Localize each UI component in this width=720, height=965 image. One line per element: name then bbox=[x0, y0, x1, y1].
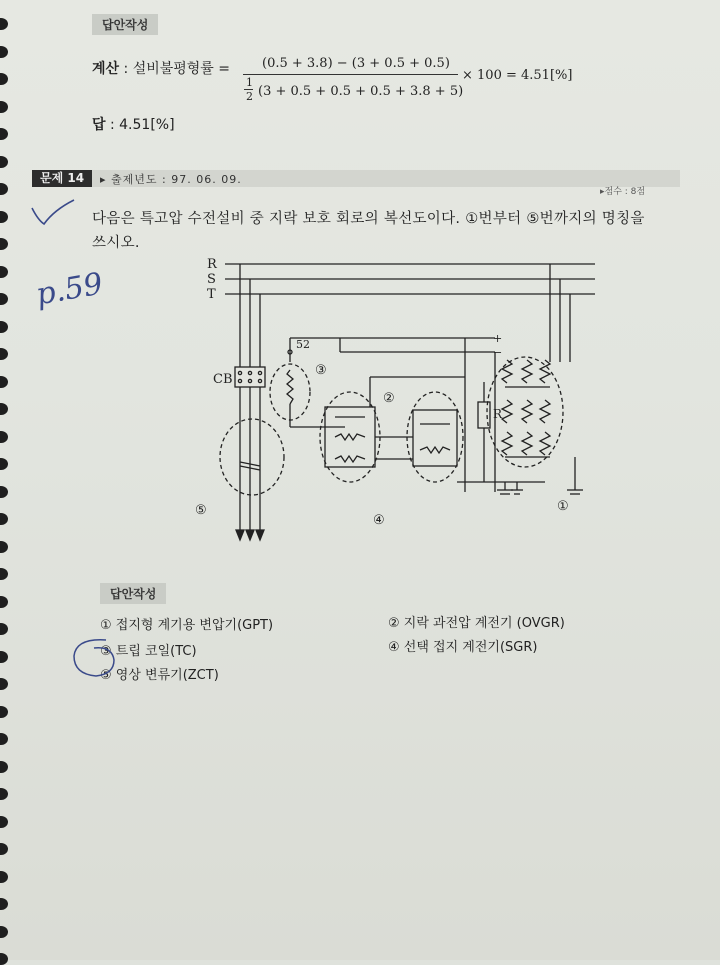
binding-hole bbox=[0, 678, 8, 690]
answer-5: ⑤ 영상 변류기(ZCT) bbox=[100, 668, 219, 683]
binding-hole bbox=[0, 651, 8, 663]
answer-2: ② 지락 과전압 계전기 (OVGR) bbox=[388, 616, 565, 631]
binding-hole bbox=[0, 733, 8, 745]
handwritten-circle-mark bbox=[66, 630, 126, 685]
binding-hole bbox=[0, 513, 8, 525]
binding-hole bbox=[0, 816, 8, 828]
answer-3: ③ 트립 코일(TC) bbox=[100, 644, 197, 659]
binding-hole bbox=[0, 898, 8, 910]
formula-result: × 100 = 4.51[%] bbox=[462, 68, 573, 83]
binding-hole bbox=[0, 788, 8, 800]
phase-r-label: R bbox=[207, 257, 217, 272]
binding-holes bbox=[0, 0, 14, 960]
binding-hole bbox=[0, 431, 8, 443]
binding-hole bbox=[0, 183, 8, 195]
binding-hole bbox=[0, 953, 8, 965]
phase-t-label: T bbox=[207, 287, 216, 302]
relay-52-label: 52 bbox=[296, 338, 310, 351]
half-den: 2 bbox=[246, 90, 253, 103]
marker-4: ④ bbox=[373, 513, 385, 528]
phase-s-label: S bbox=[207, 272, 216, 287]
resistor-label: R bbox=[493, 407, 503, 421]
answer-value: : 4.51[%] bbox=[105, 117, 175, 133]
formula-denominator: (3 + 0.5 + 0.5 + 0.5 + 3.8 + 5) bbox=[258, 84, 464, 99]
marker-3: ③ bbox=[315, 363, 327, 378]
answer-section-label-top: 답안작성 bbox=[92, 14, 158, 35]
calc-line: 계산 : 설비불평형률 = bbox=[92, 61, 231, 77]
binding-hole bbox=[0, 761, 8, 773]
binding-hole bbox=[0, 321, 8, 333]
binding-hole bbox=[0, 73, 8, 85]
binding-hole bbox=[0, 238, 8, 250]
binding-hole bbox=[0, 348, 8, 360]
marker-5: ⑤ bbox=[195, 503, 207, 518]
plus-label: + bbox=[493, 332, 503, 345]
half-num: 1 bbox=[246, 76, 253, 89]
binding-hole bbox=[0, 211, 8, 223]
calc-sep: : bbox=[119, 61, 133, 77]
fraction-bar bbox=[243, 74, 458, 75]
formula-numerator: (0.5 + 3.8) − (3 + 0.5 + 0.5) bbox=[262, 56, 450, 71]
binding-hole bbox=[0, 156, 8, 168]
answer-line bbox=[92, 114, 175, 134]
binding-hole bbox=[0, 293, 8, 305]
binding-hole bbox=[0, 541, 8, 553]
binding-hole bbox=[0, 128, 8, 140]
answer-1: ① 접지형 계기용 변압기(GPT) bbox=[100, 618, 274, 633]
binding-hole bbox=[0, 46, 8, 58]
binding-hole bbox=[0, 623, 8, 635]
binding-hole bbox=[0, 458, 8, 470]
binding-hole bbox=[0, 706, 8, 718]
binding-hole bbox=[0, 18, 8, 30]
marker-1: ① bbox=[557, 499, 569, 514]
question-text bbox=[92, 207, 672, 255]
question-score: ▸점수 : 8점 bbox=[600, 187, 646, 197]
binding-hole bbox=[0, 596, 8, 608]
handwritten-checkmark bbox=[28, 198, 78, 228]
handwritten-page-note: p.59 bbox=[33, 266, 106, 313]
answer-label: 답 bbox=[92, 117, 106, 133]
answer-section-label: 답안작성 bbox=[100, 583, 166, 604]
binding-hole bbox=[0, 403, 8, 415]
binding-hole bbox=[0, 376, 8, 388]
calc-label: 계산 bbox=[92, 61, 120, 77]
question-text-line1: 다음은 특고압 수전설비 중 지락 보호 회로의 복선도이다. ①번부터 ⑤번까지의 명칭을 bbox=[92, 211, 645, 227]
binding-hole bbox=[0, 266, 8, 278]
question-number: 문제 14 bbox=[32, 170, 92, 187]
binding-hole bbox=[0, 843, 8, 855]
binding-hole bbox=[0, 926, 8, 938]
binding-hole bbox=[0, 871, 8, 883]
question-year: ▸ 출제년도 : 97. 06. 09. bbox=[100, 173, 242, 186]
binding-hole bbox=[0, 486, 8, 498]
question-text-line2: 쓰시오. bbox=[92, 235, 140, 251]
calc-term: 설비불평형률 bbox=[132, 61, 214, 77]
minus-label: − bbox=[493, 346, 503, 359]
answer-4: ④ 선택 접지 계전기(SGR) bbox=[388, 640, 538, 655]
cb-label: CB bbox=[213, 372, 233, 387]
binding-hole bbox=[0, 101, 8, 113]
marker-2: ② bbox=[383, 391, 395, 406]
binding-hole bbox=[0, 568, 8, 580]
ground-protection-circuit-diagram bbox=[195, 252, 605, 552]
